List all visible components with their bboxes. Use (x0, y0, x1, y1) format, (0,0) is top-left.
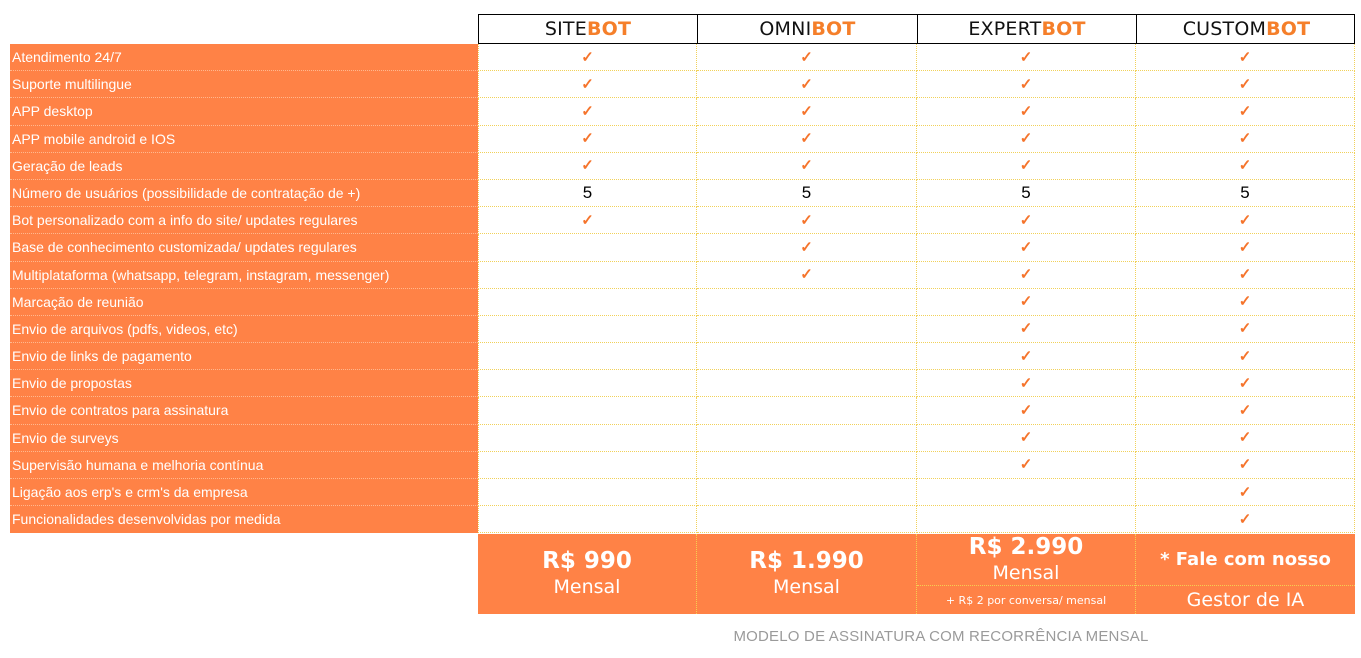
feature-cell-expertbot (917, 316, 1136, 343)
feature-cell-expertbot (917, 452, 1136, 479)
feature-cell-omnibot (697, 343, 917, 370)
feature-label: Envio de propostas (10, 370, 478, 397)
feature-cell-omnibot (697, 234, 917, 261)
check-icon: ✓ (1238, 510, 1252, 528)
contact-main (1136, 534, 1355, 586)
feature-cell-custombot (1136, 153, 1355, 180)
check-icon: ✓ (800, 75, 813, 93)
feature-cell-expertbot (917, 153, 1136, 180)
feature-cell-expertbot (917, 479, 1136, 506)
feature-label: Envio de contratos para assinatura (10, 397, 478, 424)
feature-value: 5 (1240, 183, 1250, 203)
contact-role: Gestor de IA (1186, 589, 1305, 611)
price-period: Mensal (553, 576, 621, 598)
feature-cell-custombot (1136, 425, 1355, 452)
plan-suffix: BOT (1266, 18, 1311, 40)
feature-label: Envio de arquivos (pdfs, videos, etc) (10, 316, 478, 343)
check-icon: ✓ (1019, 429, 1033, 447)
check-icon: ✓ (1238, 266, 1252, 284)
feature-value: 5 (801, 183, 812, 203)
feature-cell-sitebot (478, 316, 697, 343)
feature-cell-custombot (1136, 397, 1355, 424)
feature-cell-custombot (1136, 262, 1355, 289)
feature-cell-custombot (1136, 506, 1355, 533)
feature-cell-sitebot (478, 479, 697, 506)
plan-prefix: CUSTOM (1182, 18, 1267, 40)
check-icon: ✓ (1019, 374, 1033, 392)
feature-label: Envio de surveys (10, 425, 478, 452)
price-custombot (1136, 534, 1355, 614)
feature-cell-expertbot (917, 343, 1136, 370)
check-icon: ✓ (1238, 293, 1252, 311)
check-icon: ✓ (1238, 374, 1252, 392)
feature-cell-expertbot (917, 289, 1136, 316)
check-icon: ✓ (581, 102, 594, 120)
plan-header-custombot (1137, 15, 1356, 43)
feature-labels-column (10, 44, 478, 533)
feature-cell-sitebot (478, 234, 697, 261)
check-icon: ✓ (1238, 102, 1252, 120)
feature-cell-sitebot (478, 207, 697, 234)
plan-header-expertbot (918, 15, 1137, 43)
feature-cell-sitebot (478, 262, 697, 289)
check-icon: ✓ (1019, 102, 1033, 120)
check-icon: ✓ (1238, 456, 1252, 474)
feature-value: 5 (582, 183, 593, 203)
plan-header-omnibot (698, 15, 918, 43)
feature-cell-sitebot (478, 98, 697, 125)
feature-cell-custombot (1136, 44, 1355, 71)
check-icon: ✓ (800, 238, 813, 256)
plan-suffix: BOT (586, 18, 632, 40)
feature-cell-omnibot (697, 397, 917, 424)
feature-cell-omnibot (697, 452, 917, 479)
feature-label: Suporte multilingue (10, 71, 478, 98)
check-icon: ✓ (1019, 456, 1033, 474)
feature-cell-omnibot (697, 506, 917, 533)
check-icon: ✓ (800, 48, 813, 66)
price-amount: R$ 2.990 (968, 533, 1084, 560)
feature-cell-expertbot (917, 207, 1136, 234)
feature-cell-sitebot (478, 370, 697, 397)
feature-cell-sitebot (478, 506, 697, 533)
feature-cell-sitebot (478, 425, 697, 452)
feature-cell-custombot (1136, 289, 1355, 316)
feature-cell-custombot (1136, 316, 1355, 343)
check-icon: ✓ (1238, 130, 1252, 148)
feature-cell-custombot (1136, 126, 1355, 153)
price-amount: R$ 990 (542, 548, 632, 574)
check-icon: ✓ (1019, 347, 1033, 365)
feature-cell-sitebot (478, 71, 697, 98)
feature-label: Número de usuários (possibilidade de contratação de +) (10, 180, 478, 207)
contact-extra (1136, 586, 1355, 614)
check-icon: ✓ (1019, 130, 1033, 148)
feature-cell-expertbot (917, 234, 1136, 261)
feature-cell-omnibot (697, 180, 917, 207)
feature-cell-custombot (1136, 452, 1355, 479)
price-note: + R$ 2 por conversa/ mensal (945, 593, 1107, 607)
check-icon: ✓ (1238, 157, 1252, 175)
check-icon: ✓ (1019, 157, 1033, 175)
feature-label: Atendimento 24/7 (10, 44, 478, 71)
check-icon: ✓ (1238, 429, 1252, 447)
feature-cell-expertbot (917, 126, 1136, 153)
feature-cell-expertbot (917, 71, 1136, 98)
feature-label: Marcação de reunião (10, 289, 478, 316)
feature-label: Geração de leads (10, 153, 478, 180)
feature-cell-omnibot (697, 262, 917, 289)
check-icon: ✓ (800, 266, 813, 284)
feature-cell-expertbot (917, 397, 1136, 424)
check-icon: ✓ (1019, 238, 1033, 256)
check-icon: ✓ (581, 130, 594, 148)
price-sitebot (478, 534, 697, 614)
check-icon: ✓ (1238, 238, 1252, 256)
price-extra (917, 586, 1135, 614)
plan-header-row (478, 14, 1355, 44)
check-icon: ✓ (1238, 320, 1252, 338)
feature-label: Supervisão humana e melhoria contínua (10, 452, 478, 479)
check-icon: ✓ (800, 211, 813, 229)
feature-cell-custombot (1136, 343, 1355, 370)
check-icon: ✓ (1238, 211, 1252, 229)
feature-cell-custombot (1136, 98, 1355, 125)
feature-cell-expertbot (917, 44, 1136, 71)
plan-prefix: EXPERT (968, 18, 1042, 40)
feature-cell-sitebot (478, 153, 697, 180)
feature-cell-omnibot (697, 479, 917, 506)
check-icon: ✓ (800, 102, 813, 120)
feature-cell-expertbot (917, 262, 1136, 289)
check-icon: ✓ (800, 157, 813, 175)
feature-label: Multiplataforma (whatsapp, telegram, instagram, messenger) (10, 262, 478, 289)
price-row (478, 534, 1355, 614)
feature-value: 5 (1021, 183, 1031, 203)
plan-prefix: OMNI (759, 18, 812, 40)
price-omnibot (697, 534, 917, 614)
feature-cell-omnibot (697, 98, 917, 125)
feature-cell-expertbot (917, 98, 1136, 125)
feature-cell-sitebot (478, 452, 697, 479)
check-icon: ✓ (1238, 75, 1252, 93)
price-period: Mensal (773, 576, 840, 598)
check-icon: ✓ (1019, 75, 1033, 93)
feature-cell-sitebot (478, 126, 697, 153)
feature-label: APP desktop (10, 98, 478, 125)
feature-label: Ligação aos erp's e crm's da empresa (10, 479, 478, 506)
check-icon: ✓ (1238, 347, 1252, 365)
check-icon: ✓ (1019, 293, 1033, 311)
check-icon: ✓ (1238, 483, 1252, 501)
feature-cell-omnibot (697, 316, 917, 343)
check-icon: ✓ (800, 130, 813, 148)
feature-label: Funcionalidades desenvolvidas por medida (12, 511, 281, 528)
feature-cell-omnibot (697, 425, 917, 452)
feature-cell-sitebot (478, 397, 697, 424)
check-icon: ✓ (1019, 266, 1033, 284)
feature-label: Bot personalizado com a info do site/ updates regulares (10, 207, 478, 234)
feature-label: Envio de links de pagamento (10, 343, 478, 370)
check-icon: ✓ (1019, 211, 1033, 229)
feature-cell-custombot (1136, 71, 1355, 98)
check-icon: ✓ (1019, 48, 1033, 66)
feature-cell-omnibot (697, 207, 917, 234)
plan-prefix: SITE (544, 18, 587, 40)
plan-suffix: BOT (1041, 18, 1086, 40)
feature-cell-sitebot (478, 180, 697, 207)
check-icon: ✓ (1019, 402, 1033, 420)
price-period: Mensal (992, 561, 1060, 584)
check-icon: ✓ (581, 48, 594, 66)
feature-cell-custombot (1136, 180, 1355, 207)
feature-cell-custombot (1136, 234, 1355, 261)
feature-cell-custombot (1136, 370, 1355, 397)
feature-cell-sitebot (478, 289, 697, 316)
feature-cell-sitebot (478, 44, 697, 71)
feature-cell-omnibot (697, 153, 917, 180)
check-icon: ✓ (1019, 320, 1033, 338)
feature-matrix (478, 44, 1355, 533)
feature-cell-omnibot (697, 71, 917, 98)
check-icon: ✓ (1238, 48, 1252, 66)
feature-cell-omnibot (697, 44, 917, 71)
feature-cell-expertbot (917, 425, 1136, 452)
plan-header-sitebot (479, 15, 698, 43)
plan-suffix: BOT (811, 18, 856, 40)
price-main (917, 534, 1135, 586)
feature-cell-sitebot (478, 343, 697, 370)
feature-cell-omnibot (697, 289, 917, 316)
check-icon: ✓ (1238, 402, 1252, 420)
feature-cell-expertbot (917, 180, 1136, 207)
feature-cell-omnibot (697, 370, 917, 397)
price-amount: R$ 1.990 (749, 548, 864, 574)
feature-cell-expertbot (917, 506, 1136, 533)
feature-cell-custombot (1136, 479, 1355, 506)
feature-label: Base de conhecimento customizada/ updates regulares (10, 234, 478, 261)
contact-text: * Fale com nosso (1160, 549, 1331, 570)
check-icon: ✓ (581, 157, 594, 175)
feature-cell-omnibot (697, 126, 917, 153)
check-icon: ✓ (581, 211, 594, 229)
feature-label: APP mobile android e IOS (10, 126, 478, 153)
check-icon: ✓ (581, 75, 594, 93)
footer-note: MODELO DE ASSINATURA COM RECORRÊNCIA MENSAL (733, 628, 1149, 645)
price-expertbot (917, 534, 1136, 614)
feature-cell-expertbot (917, 370, 1136, 397)
feature-cell-custombot (1136, 207, 1355, 234)
